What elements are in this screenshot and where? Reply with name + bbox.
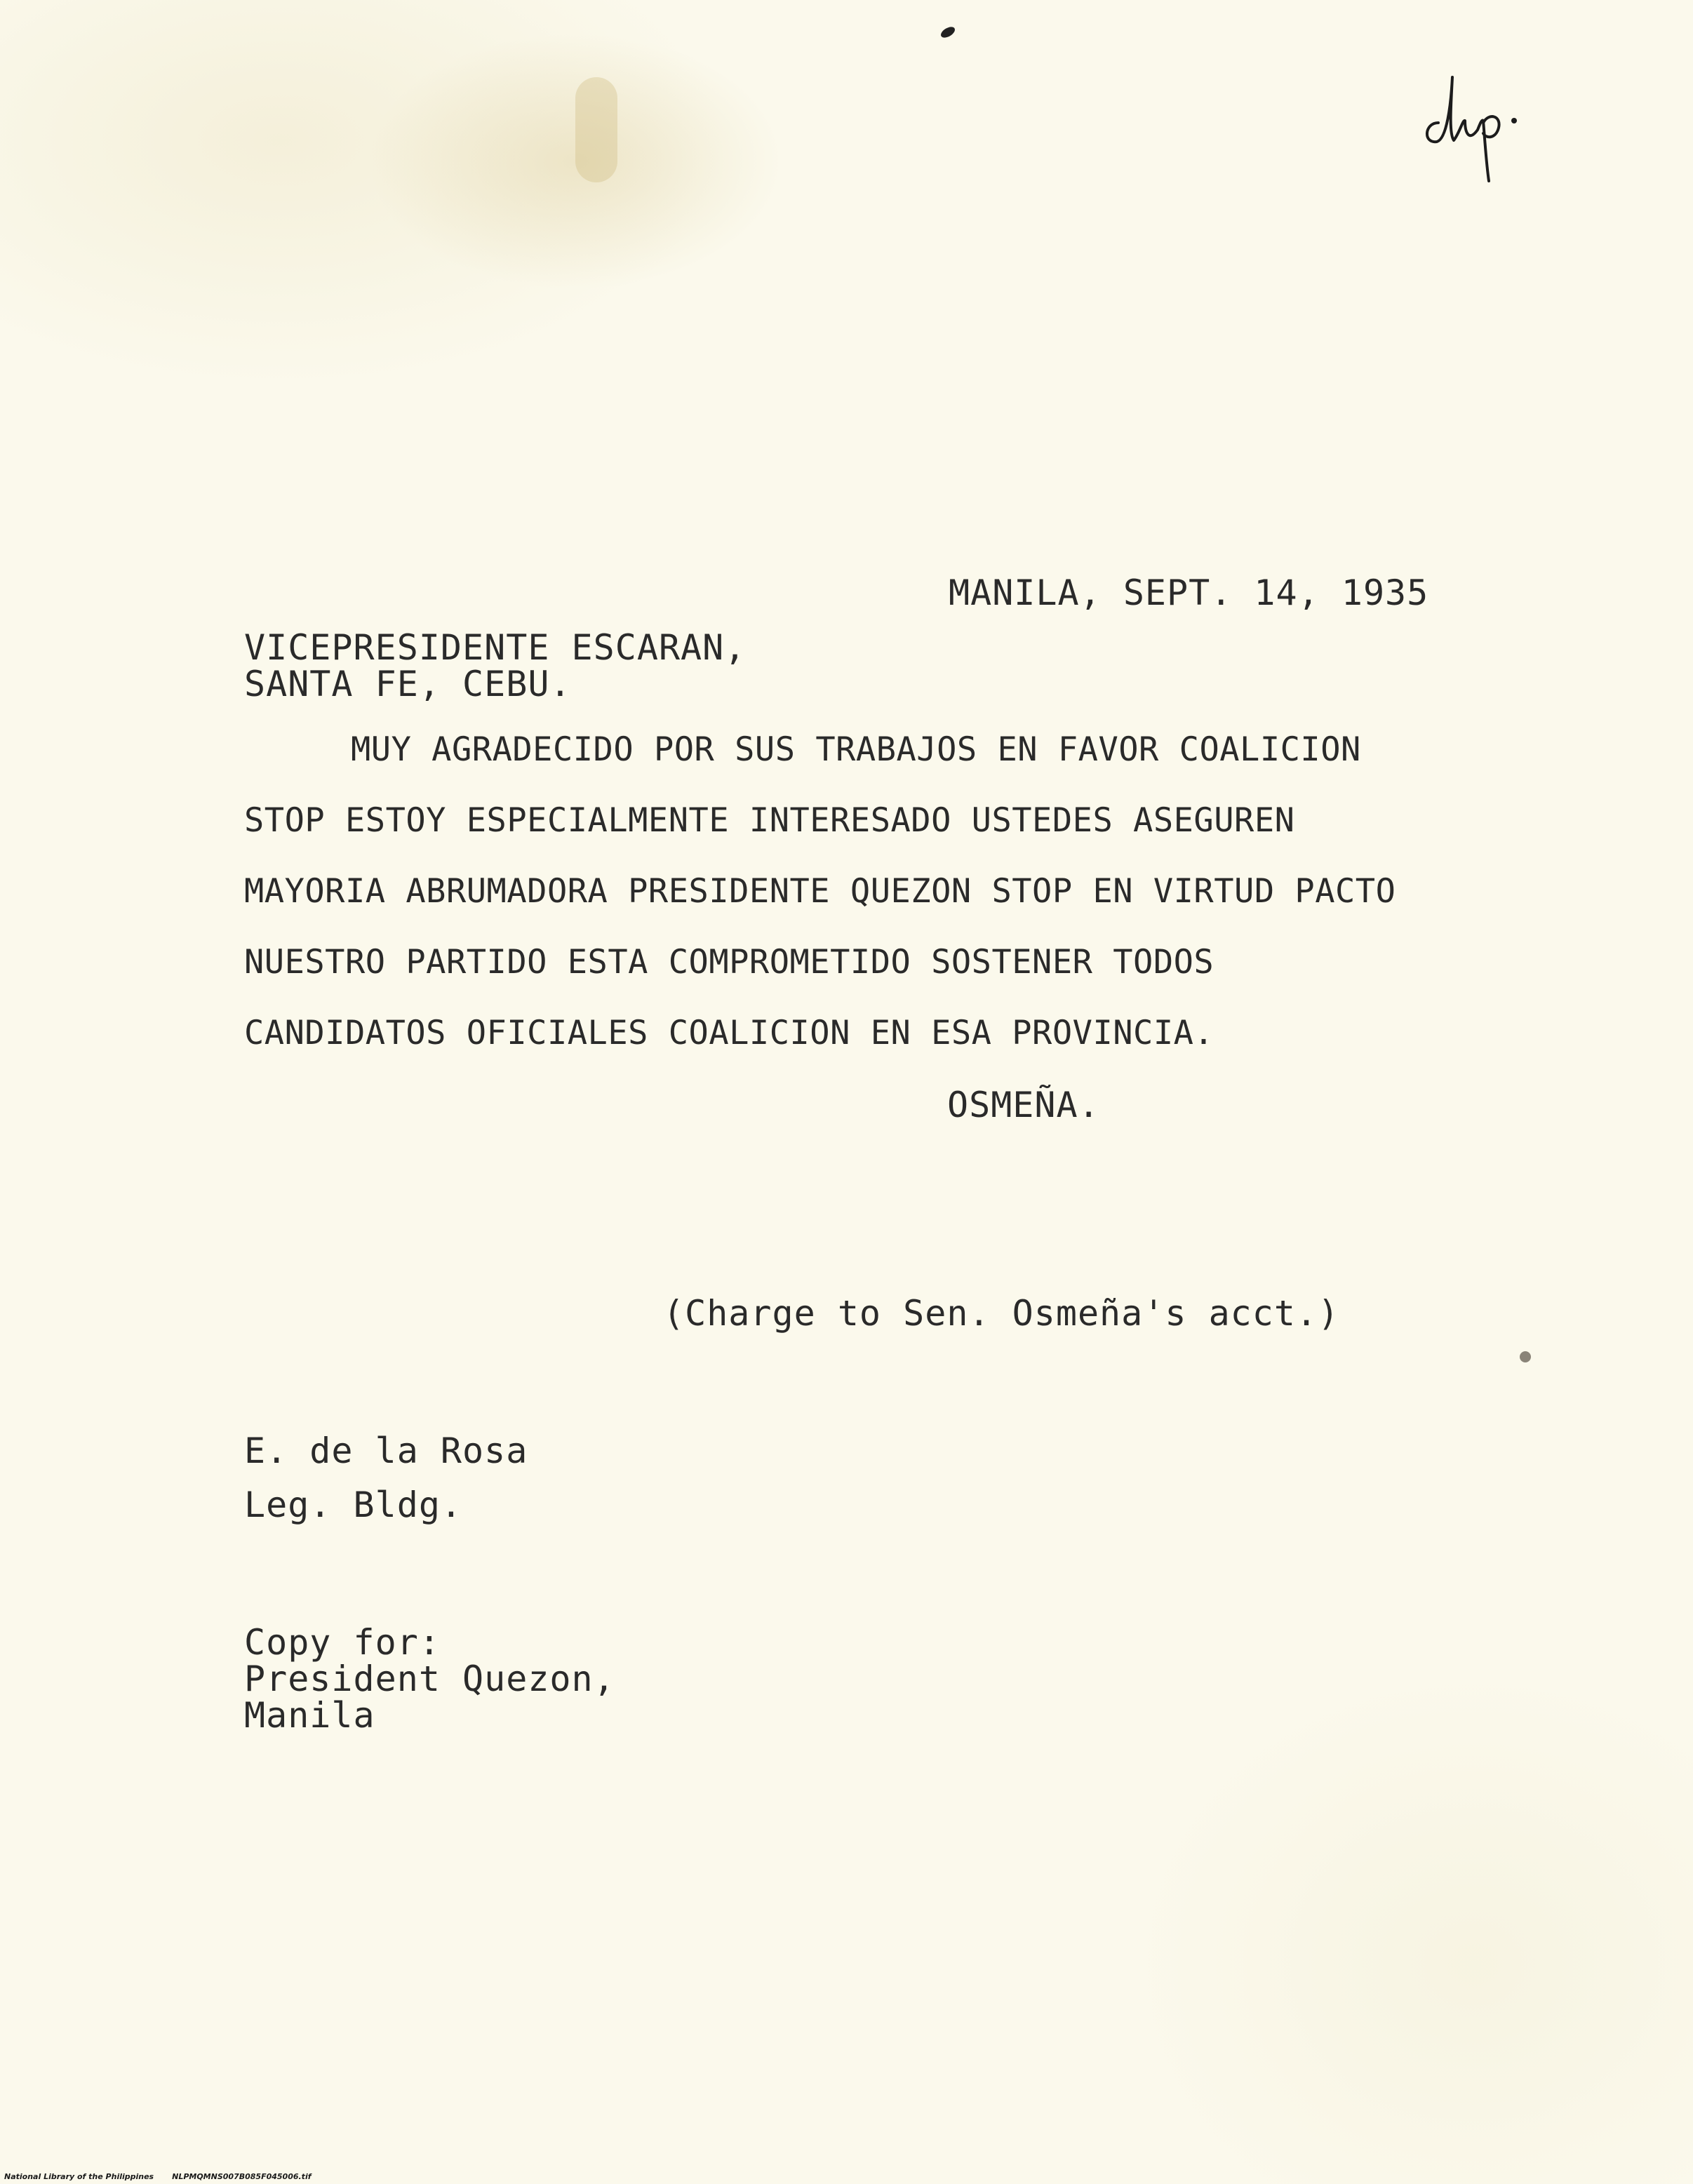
- library-credit: National Library of the Philippines: [4, 2172, 154, 2181]
- scan-footer: [4, 2172, 312, 2181]
- copy-city: Manila: [244, 1695, 375, 1736]
- copy-recipient: President Quezon,: [244, 1659, 615, 1699]
- handwritten-annotation: [1410, 56, 1530, 196]
- copy-label: Copy for:: [244, 1622, 441, 1663]
- sender-location: Leg. Bldg.: [244, 1485, 463, 1525]
- addressee-name: VICEPRESIDENTE ESCARAN,: [244, 627, 747, 668]
- dateline: MANILA, SEPT. 14, 1935: [949, 572, 1429, 613]
- body-line-4: NUESTRO PARTIDO ESTA COMPROMETIDO SOSTENER TODOS: [244, 943, 1214, 982]
- body-line-5: CANDIDATOS OFICIALES COALICION EN ESA PROVINCIA.: [244, 1014, 1214, 1052]
- addressee-location: SANTA FE, CEBU.: [244, 664, 572, 704]
- ink-mark: [939, 25, 956, 39]
- charge-note: (Charge to Sen. Osmeña's acct.): [663, 1293, 1340, 1334]
- file-id: NLPMQMNS007B085F045006.tif: [172, 2172, 312, 2181]
- sender-name: E. de la Rosa: [244, 1431, 528, 1471]
- body-line-1: MUY AGRADECIDO POR SUS TRABAJOS EN FAVOR COALICION: [351, 730, 1361, 769]
- body-line-3: MAYORIA ABRUMADORA PRESIDENTE QUEZON STOP EN VIRTUD PACTO: [244, 872, 1396, 911]
- paper-stain: [575, 77, 617, 182]
- ink-spot: [1520, 1351, 1531, 1362]
- signature: OSMEÑA.: [947, 1085, 1100, 1125]
- body-line-2: STOP ESTOY ESPECIALMENTE INTERESADO USTEDES ASEGUREN: [244, 801, 1295, 840]
